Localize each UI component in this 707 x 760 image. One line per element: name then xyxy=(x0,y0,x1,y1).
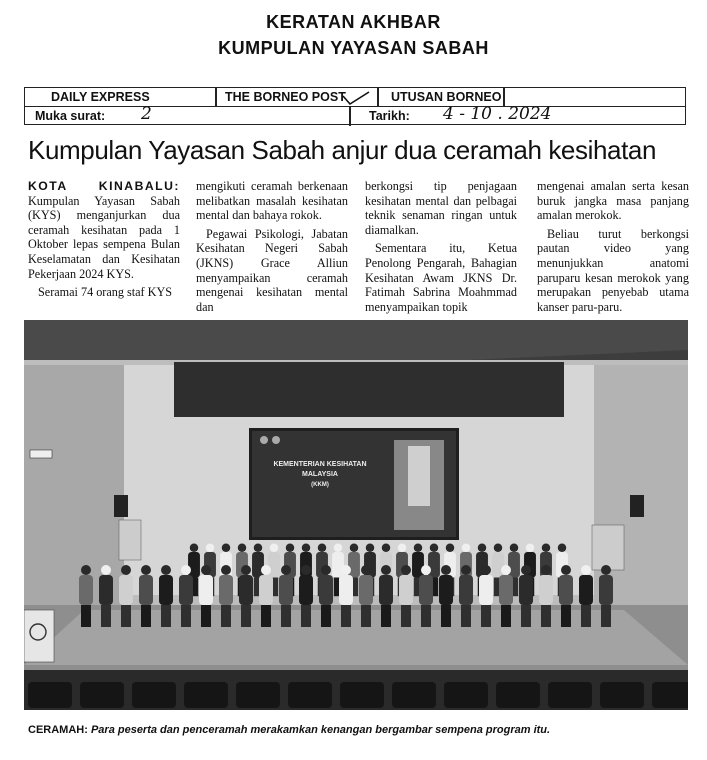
group-photo xyxy=(24,320,688,710)
seat xyxy=(236,682,280,708)
seat xyxy=(444,682,488,708)
organization-title: KUMPULAN YAYASAN SABAH xyxy=(218,38,489,58)
seat xyxy=(652,682,688,708)
article-column-2 xyxy=(196,179,348,318)
seat xyxy=(288,682,332,708)
banner-text: KEMENTERIAN KESIHATAN xyxy=(273,461,367,468)
seat xyxy=(28,682,72,708)
article-column-1 xyxy=(28,179,180,304)
tarikh-label: Tarikh: xyxy=(369,109,410,123)
paragraph: mengikuti ceramah berkenaan melibatkan masalah kesihatan mental dan bahaya rokok. xyxy=(196,179,348,223)
dateline: KOTA KINABALU: xyxy=(28,179,180,193)
article-column-4 xyxy=(537,179,689,318)
publication-table xyxy=(24,87,686,125)
tarikh-value: 4 - 10 . 2024 xyxy=(443,104,552,124)
seat xyxy=(392,682,436,708)
clipping-title: KERATAN AKHBAR xyxy=(266,12,441,32)
paragraph: berkongsi tip penjagaan kesihatan mental dan pelbagai teknik senaman ringan untuk diamalkan. xyxy=(365,179,517,237)
article-headline: Kumpulan Yayasan Sabah anjur dua ceramah kesihatan xyxy=(28,135,657,165)
seat xyxy=(80,682,124,708)
paragraph: Seramai 74 orang staf KYS xyxy=(38,285,173,300)
muka-surat-value: 2 xyxy=(141,104,152,124)
paragraph: Sementara itu, Ketua Penolong Pengarah, Bahagian Kesihatan Awam JKNS Dr. Fatimah Sabrina Moahmmad menyampaikan topik xyxy=(365,241,517,314)
pub-daily-express: DAILY EXPRESS xyxy=(51,90,150,104)
paragraph: Beliau turut berkongsi pautan video yang menunjukkan anatomi paruparu kesan merokok yang merupakan penyebab utama kanser paru-paru. xyxy=(537,226,689,314)
paragraph: mengenai amalan serta kesan buruk jangka masa panjang amalan merokok. xyxy=(537,179,689,223)
pub-borneo-post: THE BORNEO POST xyxy=(225,90,346,104)
banner-text: (KKM) xyxy=(311,482,329,488)
pub-utusan-borneo: UTUSAN BORNEO xyxy=(391,90,502,104)
paragraph: Pegawai Psikologi, Jabatan Kesihatan Negeri Sabah (JKNS) Grace Alliun menyampaikan ceramah mengenai kesihatan mental dan xyxy=(196,226,348,314)
muka-surat-label: Muka surat: xyxy=(35,109,106,123)
photo-caption xyxy=(28,724,688,736)
seat xyxy=(132,682,176,708)
hall-scene xyxy=(24,320,688,710)
seat xyxy=(340,682,384,708)
caption-text: Para peserta dan penceramah merakamkan kenangan bergambar sempena program itu. xyxy=(90,724,551,736)
seat xyxy=(184,682,228,708)
checkmark-icon xyxy=(341,90,371,106)
publication-row xyxy=(25,88,685,107)
paragraph: Kumpulan Yayasan Sabah (KYS) menganjurkan dua ceramah kesihatan pada 1 Oktober lepas sempena Bulan Keselamatan dan Kesihatan Pekerjaan 2024 KYS. xyxy=(28,193,180,281)
banner-text: MALAYSIA xyxy=(302,471,338,478)
seat xyxy=(600,682,644,708)
article-column-3 xyxy=(365,179,517,318)
caption-lead: CERAMAH: xyxy=(28,724,88,736)
seat xyxy=(496,682,540,708)
meta-row xyxy=(25,104,685,126)
seat xyxy=(548,682,592,708)
